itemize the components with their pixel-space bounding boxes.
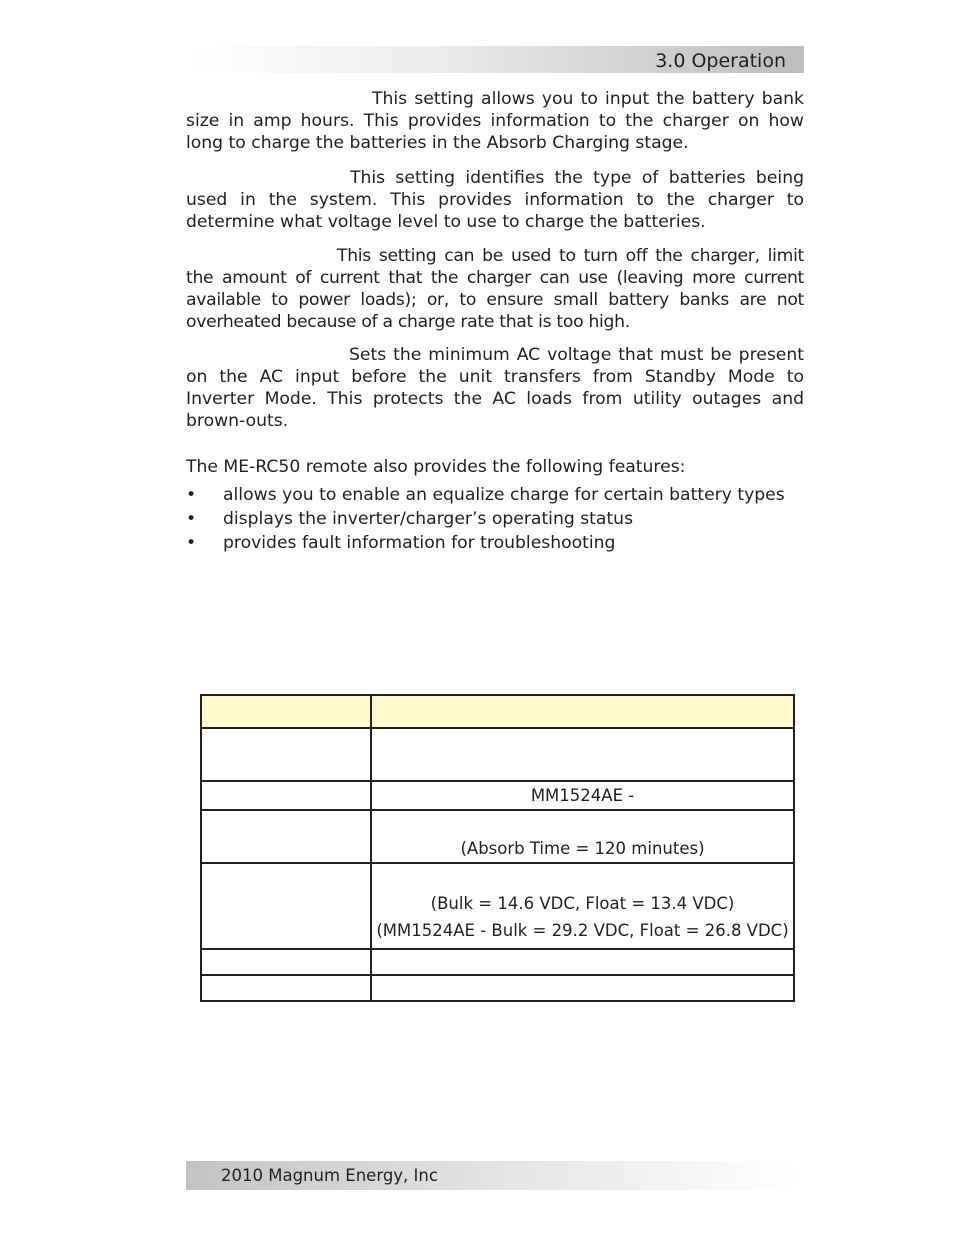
- table-row: [201, 949, 794, 975]
- features-intro: The ME-RC50 remote also provides the following features:: [186, 457, 686, 477]
- table-row: [201, 728, 794, 781]
- table-cell: [201, 975, 371, 1001]
- section-title: 3.0 Operation: [655, 50, 786, 72]
- table-cell-text: (Bulk = 14.6 VDC, Float = 13.4 VDC): [430, 894, 735, 913]
- table-cell: [371, 863, 794, 949]
- charge-rate-text: This setting can be used to turn off the charger, limit the amount of current that the charger can use (leaving more current available to power loads); or, to ensure small battery banks are not overheated because of a charge rate that is too high.: [186, 246, 804, 332]
- table-cell: [201, 949, 371, 975]
- table-row: [201, 810, 794, 863]
- table-cell: [201, 810, 371, 863]
- battery-type-paragraph: [186, 167, 804, 233]
- default-settings-table: [200, 694, 795, 1002]
- table-cell: [201, 863, 371, 949]
- footer-bar: [186, 1161, 804, 1190]
- table-cell: [201, 728, 371, 781]
- table-row: [201, 781, 794, 810]
- bullet-icon: •: [186, 533, 197, 553]
- list-item: • provides fault information for troubleshooting: [186, 533, 616, 553]
- features-list: [186, 484, 804, 556]
- table-cell: [201, 781, 371, 810]
- battery-type-text: This setting identifies the type of batteries being used in the system. This provides information to the charger to determine what voltage level to use to charge the batteries.: [186, 168, 804, 232]
- list-item: • displays the inverter/charger’s operating status: [186, 509, 634, 529]
- battery-size-text: This setting allows you to input the battery bank size in amp hours. This provides information to the charger on how long to charge the batteries in the Absorb Charging stage.: [186, 89, 804, 153]
- table-cell-text: (MM1524AE - Bulk = 29.2 VDC, Float = 26.8 VDC): [376, 921, 789, 940]
- table-header-cell: [201, 695, 371, 728]
- vac-dropout-paragraph: [186, 344, 804, 432]
- section-header-bar: [186, 46, 804, 73]
- battery-size-paragraph: [186, 88, 804, 154]
- table-cell-text: (Absorb Time = 120 minutes): [460, 839, 705, 858]
- bullet-icon: •: [186, 485, 197, 505]
- table-cell: [371, 781, 794, 810]
- table-header-cell: [371, 695, 794, 728]
- table-cell-text: MM1524AE -: [530, 786, 635, 805]
- table-header-row: [201, 695, 794, 728]
- vac-dropout-text: Sets the minimum AC voltage that must be present on the AC input before the unit transfers from Standby Mode to Inverter Mode. This protects the AC loads from utility outages and brown-outs.: [186, 345, 804, 431]
- list-item: • allows you to enable an equalize charge for certain battery types: [186, 485, 785, 505]
- bullet-icon: •: [186, 509, 197, 529]
- table-row: [201, 975, 794, 1001]
- table-cell: [371, 810, 794, 863]
- table-cell: [371, 949, 794, 975]
- table-cell: [371, 975, 794, 1001]
- charge-rate-paragraph: [186, 245, 804, 333]
- table-cell: [371, 728, 794, 781]
- table-row: [201, 863, 794, 949]
- footer-copyright: 2010 Magnum Energy, Inc: [221, 1166, 438, 1185]
